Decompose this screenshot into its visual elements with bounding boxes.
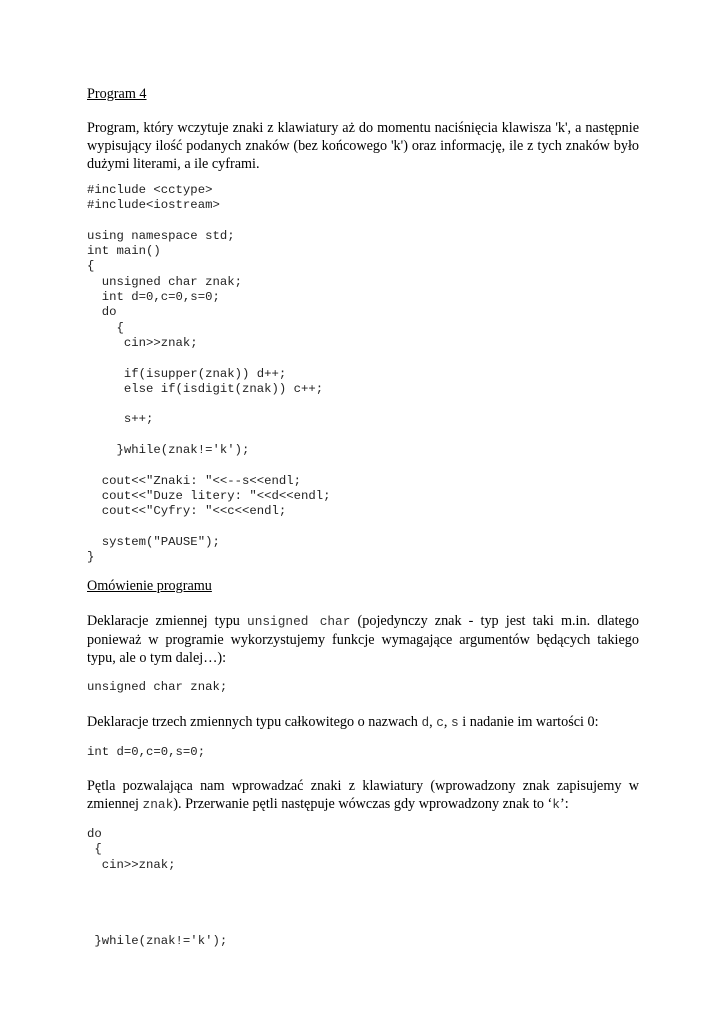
code-line: int d=0,c=0,s=0; <box>87 290 220 305</box>
code-line: int d=0,c=0,s=0; <box>87 745 206 759</box>
code-line: cin>>znak; <box>87 857 176 872</box>
code-line <box>87 458 331 473</box>
paragraph-loop: Pętla pozwalająca nam wprowadzać znaki z klawiatury (wprowadzony znak zapisujemy w zmiennej znak). Przerwanie pętli następuje wówczas gdy wprowadzony znak to ‘k’: <box>87 778 639 812</box>
code-line: cout<<"Znaki: "<<--s<<endl; <box>87 473 302 488</box>
code-line: }while(znak!='k'); <box>87 934 228 949</box>
code-line <box>87 351 331 366</box>
code-line: { <box>87 842 102 857</box>
code-line: system("PAUSE"); <box>87 534 220 549</box>
inline-code-var-c: c <box>436 715 444 730</box>
code-line: cin>>znak; <box>87 335 198 350</box>
code-line: int main() <box>87 244 161 259</box>
paragraph-unsigned-char: Deklaracje zmiennej typu unsigned char (pojedynczy znak - typ jest taki m.in. dlatego ponieważ w programie wykorzystujemy funkcje wymagające argumentów będących takiego typu, ale o tym dalej…): <box>87 613 640 666</box>
code-line: do <box>87 305 117 320</box>
code-line: { <box>87 259 95 274</box>
code-line <box>87 520 331 535</box>
inline-code-var-s: s <box>451 715 459 730</box>
code-line <box>87 888 227 903</box>
code-line: #include <cctype> <box>87 183 213 197</box>
intro-paragraph: Program, który wczytuje znaki z klawiatury aż do momentu naciśnięcia klawisza 'k', a następnie wypisujący ilość podanych znaków (bez końcowego 'k') oraz informację, ile z tych znaków było dużymi literami, a ile cyframi. <box>87 120 639 172</box>
code-line <box>87 397 331 412</box>
code-line: if(isupper(znak)) d++; <box>87 366 287 381</box>
inline-code-type: unsigned char <box>247 614 351 629</box>
code-line: do <box>87 827 102 841</box>
code-line: } <box>87 550 95 565</box>
code-line <box>87 428 331 443</box>
code-line: cout<<"Duze litery: "<<d<<endl; <box>87 488 331 503</box>
code-line <box>87 873 227 888</box>
code-line <box>87 919 227 934</box>
code-line: { <box>87 320 124 335</box>
code-line: cout<<"Cyfry: "<<c<<endl; <box>87 504 287 519</box>
code-block-declaration-ints <box>87 745 205 760</box>
code-line: else if(isdigit(znak)) c++; <box>87 381 324 396</box>
inline-code-var-d: d <box>421 715 430 730</box>
code-line: }while(znak!='k'); <box>87 443 250 458</box>
code-line: #include<iostream> <box>87 198 220 213</box>
code-block-declaration-znak <box>87 680 227 695</box>
code-line: unsigned char znak; <box>87 274 242 289</box>
paragraph-integer-vars: Deklaracje trzech zmiennych typu całkowitego o nazwach d, c, s i nadanie im wartości 0: <box>87 714 599 730</box>
code-block-loop <box>87 827 227 949</box>
code-line: s++; <box>87 412 154 427</box>
code-line: using namespace std; <box>87 228 235 243</box>
main-code-block <box>87 183 331 565</box>
program-heading: Program 4 <box>87 86 147 102</box>
section-heading: Omówienie programu <box>87 578 212 594</box>
code-line <box>87 903 227 918</box>
inline-code-char-k: k <box>552 797 560 812</box>
code-line <box>87 214 331 229</box>
inline-code-var-znak: znak <box>142 797 174 812</box>
code-line: unsigned char znak; <box>87 680 228 694</box>
